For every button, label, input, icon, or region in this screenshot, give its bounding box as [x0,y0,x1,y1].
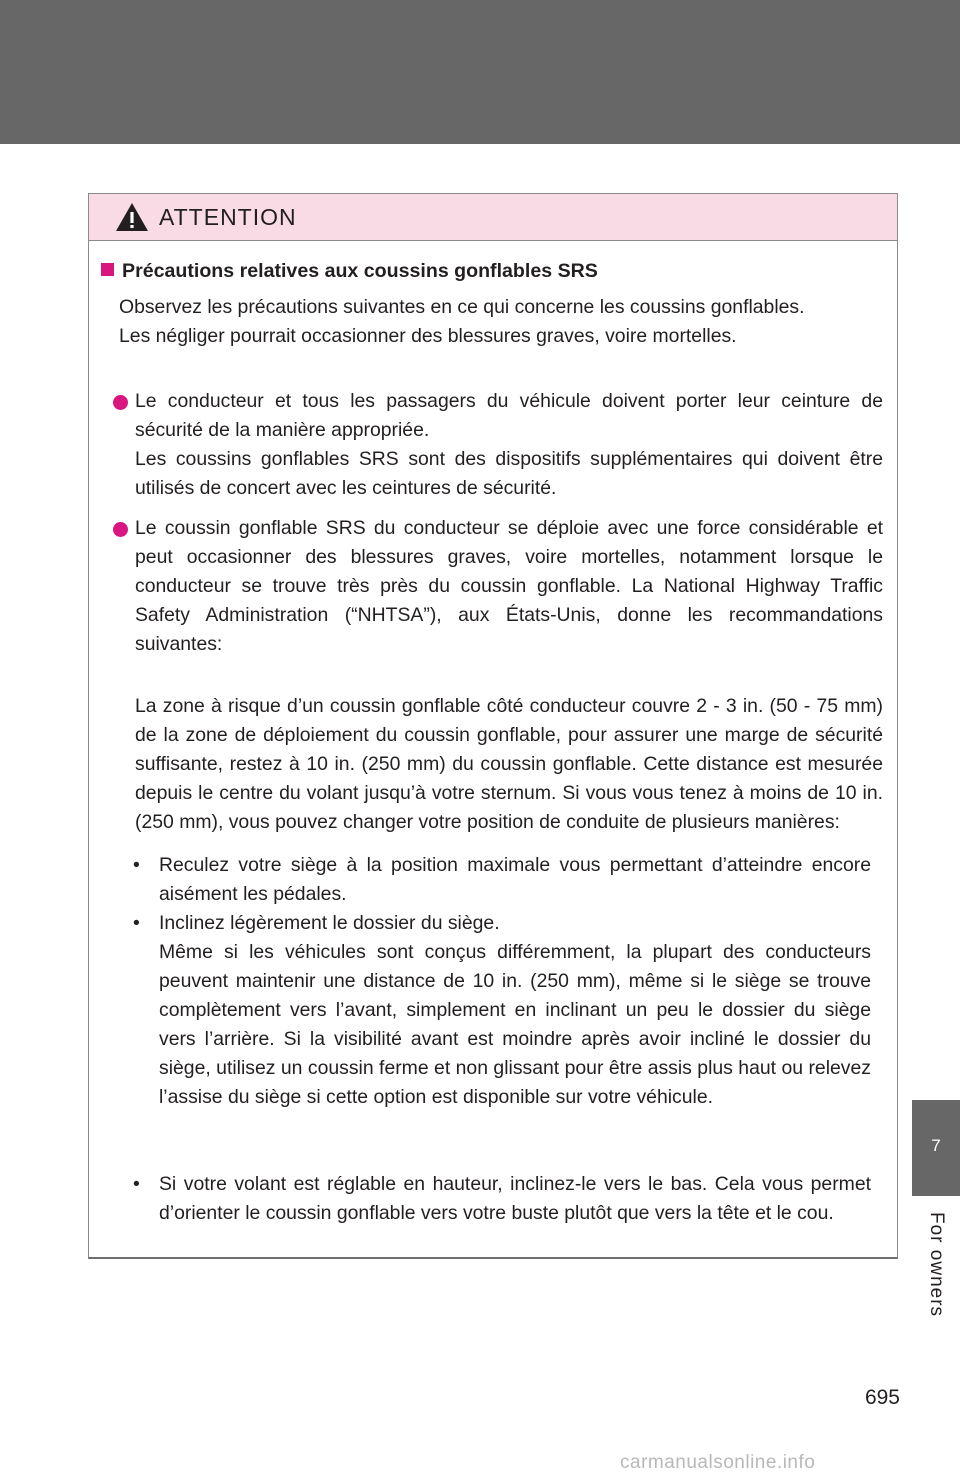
dot-bullet-marker: • [133,912,140,934]
top-band [0,0,960,144]
bullet-text: Le conducteur et tous les passagers du véhicule doivent porter leur ceinture de sécurité de la manière appropriée. [135,390,883,441]
sub-item-seat-back: Reculez votre siège à la position maximale vous permettant d’atteindre encore aisément les pédales. [159,854,871,905]
sub-item-text: Inclinez légèrement le dossier du siège. [159,912,500,934]
footer-watermark: carmanualsonline.info [620,1452,816,1473]
chapter-label: For owners [926,1212,947,1318]
attention-box [88,193,898,1259]
page-number: 695 [864,1386,900,1409]
bullet-text-2: Les coussins gonflables SRS sont des dispositifs supplémentaires qui doivent être utilisés de concert avec les ceintures de sécurité. [135,448,883,499]
bullet-item-seatbelt [135,387,883,503]
circle-bullet-icon [113,522,128,537]
square-bullet-icon [101,263,114,276]
sub-item-steering: Si votre volant est réglable en hauteur, inclinez-le vers le bas. Cela vous permet d’orienter le coussin gonflable vers votre buste plutôt que vers la tête et le cou. [159,1173,871,1224]
risk-zone-paragraph: La zone à risque d’un coussin gonflable côté conducteur couvre 2 - 3 in. (50 - 75 mm) de la zone de déploiement du coussin gonflable, pour assurer une marge de sécurité suffisante, restez à 10 in. (250 mm) du coussin gonflable. Cette distance est mesurée depuis le centre du volant jusqu’à votre sternum. Si vous vous tenez à moins de 10 in. (250 mm), vous pouvez changer votre position de conduite de plusieurs manières: [135,695,883,833]
intro-text: Observez les précautions suivantes en ce qui concerne les coussins gonflables. [119,296,805,318]
section-heading [101,257,598,286]
chapter-tab[interactable] [912,1100,960,1196]
sub-item-text-2: Même si les véhicules sont conçus différemment, la plupart des conducteurs peuvent maintenir une distance de 10 in. (250 mm), même si le siège se trouve complètement vers l’avant, simplement en inclinant un peu le dossier du siège vers l’arrière. Si la visibilité avant est moindre après avoir incliné le dossier du siège, utilisez un coussin ferme et non glissant pour être assis plus haut ou relevez l’assise du siège si cette option est disponible sur votre véhicule. [159,941,871,1108]
attention-header [89,194,897,241]
dot-bullet-marker: • [133,1173,140,1195]
attention-title: ATTENTION [159,203,297,230]
warning-icon [115,202,149,232]
section-heading-text: Précautions relatives aux coussins gonflables SRS [122,260,598,282]
bullet-item-driver-airbag: Le coussin gonflable SRS du conducteur se déploie avec une force considérable et peut occasionner des blessures graves, voire mortelles, notamment lorsque le conducteur se trouve très près du coussin gonflable. La National Highway Traffic Safety Administration (“NHTSA”), aux États-Unis, donne les recommandations suivantes: [135,517,883,655]
circle-bullet-icon [113,395,128,410]
chapter-number: 7 [931,1136,941,1155]
sub-item-recline [159,909,871,1112]
intro-paragraph [119,293,883,351]
intro-text-2: Les négliger pourrait occasionner des blessures graves, voire mortelles. [119,325,737,347]
dot-bullet-marker: • [133,854,140,876]
